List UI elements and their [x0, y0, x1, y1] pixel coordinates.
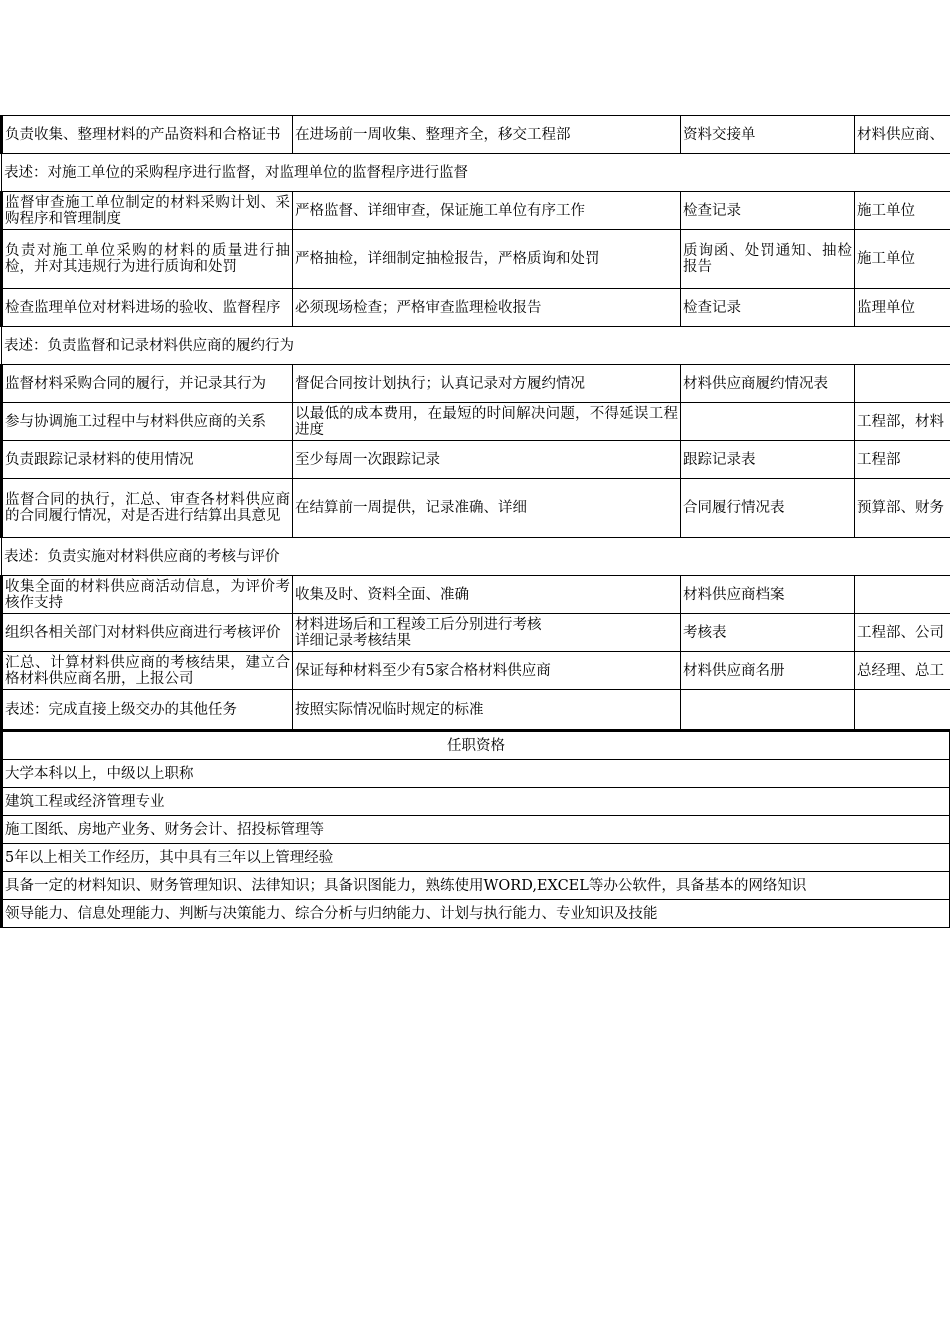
duty-row	[2, 441, 950, 479]
duty-row	[2, 576, 950, 614]
duty-row	[2, 479, 950, 538]
duty-related: 工程部	[855, 441, 950, 479]
duty-standard: 按照实际情况临时规定的标准	[293, 690, 681, 730]
duty-related: 施工单位	[855, 230, 950, 289]
duty-content: 汇总、计算材料供应商的考核结果，建立合格材料供应商名册，上报公司	[2, 652, 293, 690]
duty-related: 工程部、公司	[855, 614, 950, 652]
duty-standard: 严格监督、详细审查，保证施工单位有序工作	[293, 192, 681, 230]
duty-standard: 必须现场检查；严格审查监理检收报告	[293, 289, 681, 327]
duty-row	[2, 230, 950, 289]
duty-content: 监督合同的执行，汇总、审查各材料供应商的合同履行情况，对是否进行结算出具意见	[2, 479, 293, 538]
duty-content: 组织各相关部门对材料供应商进行考核评价	[2, 614, 293, 652]
qualification-knowledge: 具备一定的材料知识、财务管理知识、法律知识；具备识图能力，熟练使用WORD,EXCEL等办公软件，具备基本的网络知识	[2, 872, 950, 900]
duty-row	[2, 690, 950, 730]
duty-standard: 在进场前一周收集、整理齐全，移交工程部	[293, 116, 681, 154]
duty-related: 工程部，材料	[855, 403, 950, 441]
duty-content: 表述：完成直接上级交办的其他任务	[2, 690, 293, 730]
qualifications-title: 任职资格	[2, 731, 950, 760]
duty-row	[2, 403, 950, 441]
duty-record	[681, 690, 855, 730]
duty-record: 考核表	[681, 614, 855, 652]
duty-content: 参与协调施工过程中与材料供应商的关系	[2, 403, 293, 441]
section-row	[2, 327, 950, 365]
duty-standard: 材料进场后和工程竣工后分别进行考核 详细记录考核结果	[293, 614, 681, 652]
duty-record: 材料供应商名册	[681, 652, 855, 690]
section-heading: 表述：负责实施对材料供应商的考核与评价	[2, 538, 950, 576]
duty-row	[2, 365, 950, 403]
duties-table	[0, 115, 950, 730]
duty-record: 质询函、处罚通知、抽检报告	[681, 230, 855, 289]
duty-content: 收集全面的材料供应商活动信息，为评价考核作支持	[2, 576, 293, 614]
duty-row	[2, 652, 950, 690]
section-heading: 表述：负责监督和记录材料供应商的履约行为	[2, 327, 950, 365]
duty-record: 检查记录	[681, 289, 855, 327]
section-row	[2, 154, 950, 192]
duty-standard: 收集及时、资料全面、准确	[293, 576, 681, 614]
duty-record: 材料供应商档案	[681, 576, 855, 614]
duty-related: 总经理、总工	[855, 652, 950, 690]
duty-content: 检查监理单位对材料进场的验收、监督程序	[2, 289, 293, 327]
qualification-experience: 5年以上相关工作经历，其中具有三年以上管理经验	[2, 844, 950, 872]
duty-record: 合同履行情况表	[681, 479, 855, 538]
duty-content: 监督审查施工单位制定的材料采购计划、采购程序和管理制度	[2, 192, 293, 230]
duty-row	[2, 116, 950, 154]
duty-standard: 督促合同按计划执行；认真记录对方履约情况	[293, 365, 681, 403]
duty-sheet	[0, 115, 950, 928]
duty-record	[681, 403, 855, 441]
duty-record: 检查记录	[681, 192, 855, 230]
duty-standard: 严格抽检，详细制定抽检报告，严格质询和处罚	[293, 230, 681, 289]
duty-row	[2, 289, 950, 327]
qualification-education: 大学本科以上，中级以上职称	[2, 760, 950, 788]
duty-related	[855, 365, 950, 403]
duty-row	[2, 192, 950, 230]
qualification-major: 建筑工程或经济管理专业	[2, 788, 950, 816]
duty-standard: 至少每周一次跟踪记录	[293, 441, 681, 479]
duty-standard: 以最低的成本费用，在最短的时间解决问题，不得延误工程进度	[293, 403, 681, 441]
duty-row	[2, 614, 950, 652]
duty-related: 材料供应商、	[855, 116, 950, 154]
duty-standard: 保证每种材料至少有5家合格材料供应商	[293, 652, 681, 690]
duty-related: 施工单位	[855, 192, 950, 230]
duty-content: 负责收集、整理材料的产品资料和合格证书	[2, 116, 293, 154]
duty-content: 负责跟踪记录材料的使用情况	[2, 441, 293, 479]
duty-related: 监理单位	[855, 289, 950, 327]
duty-content: 负责对施工单位采购的材料的质量进行抽检，并对其违规行为进行质询和处罚	[2, 230, 293, 289]
duty-standard: 在结算前一周提供，记录准确、详细	[293, 479, 681, 538]
qualification-skills: 领导能力、信息处理能力、判断与决策能力、综合分析与归纳能力、计划与执行能力、专业知识及技能	[2, 900, 950, 928]
section-row	[2, 538, 950, 576]
duty-related	[855, 576, 950, 614]
duty-record: 资料交接单	[681, 116, 855, 154]
duty-related	[855, 690, 950, 730]
duty-content: 监督材料采购合同的履行，并记录其行为	[2, 365, 293, 403]
section-heading: 表述：对施工单位的采购程序进行监督，对监理单位的监督程序进行监督	[2, 154, 950, 192]
qualification-training: 施工图纸、房地产业务、财务会计、招投标管理等	[2, 816, 950, 844]
qualifications-table	[0, 730, 950, 928]
duty-record: 材料供应商履约情况表	[681, 365, 855, 403]
duty-record: 跟踪记录表	[681, 441, 855, 479]
duty-related: 预算部、财务	[855, 479, 950, 538]
